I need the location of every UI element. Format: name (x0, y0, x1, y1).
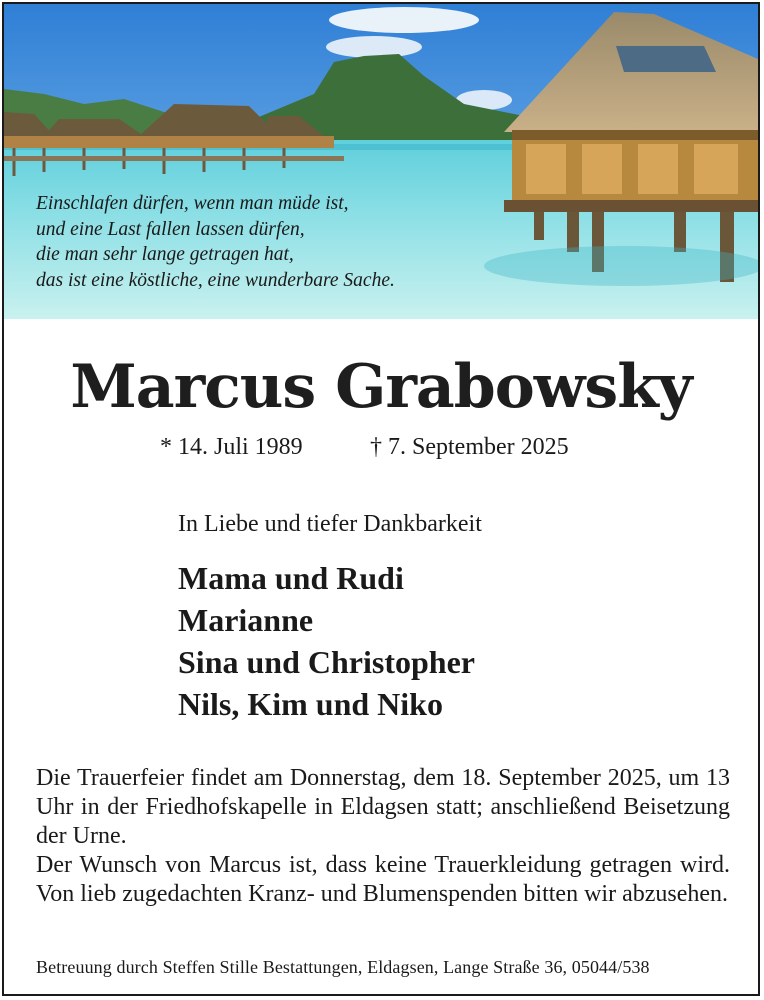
poem-line: das ist eine köstliche, eine wunderbare Sache. (36, 269, 395, 291)
undertaker-footer: Betreuung durch Steffen Stille Bestattungen, Eldagsen, Lange Straße 36, 05044/538 (36, 957, 650, 977)
lagoon-bungalows-image (4, 4, 758, 319)
thanks-line: In Liebe und tiefer Dankbarkeit (178, 511, 482, 537)
family-member: Sina und Christopher (178, 644, 475, 680)
family-member: Marianne (178, 602, 314, 638)
poem (36, 191, 395, 293)
birth-date: * 14. Juli 1989 (160, 434, 303, 460)
poem-line: und eine Last fallen lassen dürfen, (36, 218, 305, 240)
poem-line: Einschlafen dürfen, wenn man müde ist, (36, 193, 349, 214)
obituary-card (2, 2, 760, 996)
deceased-name: Marcus Grabowsky (70, 352, 692, 422)
family-member: Nils, Kim und Niko (178, 686, 443, 722)
family-list (178, 557, 475, 725)
poem-line: die man sehr lange getragen hat, (36, 244, 294, 265)
family-member: Mama und Rudi (178, 560, 404, 596)
funeral-notice (36, 764, 730, 909)
notice-paragraph: Der Wunsch von Marcus ist, dass keine Trauerkleidung getragen wird. Von lieb zugedachten Kranz- und Blumenspenden bitten wir abzusehen. (36, 852, 730, 907)
notice-paragraph: Die Trauerfeier findet am Donnerstag, dem 18. September 2025, um 13 Uhr in der Friedhofskapelle in Eldagsen statt; anschließend Beisetzung der Urne. (36, 765, 730, 849)
death-date: † 7. September 2025 (370, 434, 569, 460)
